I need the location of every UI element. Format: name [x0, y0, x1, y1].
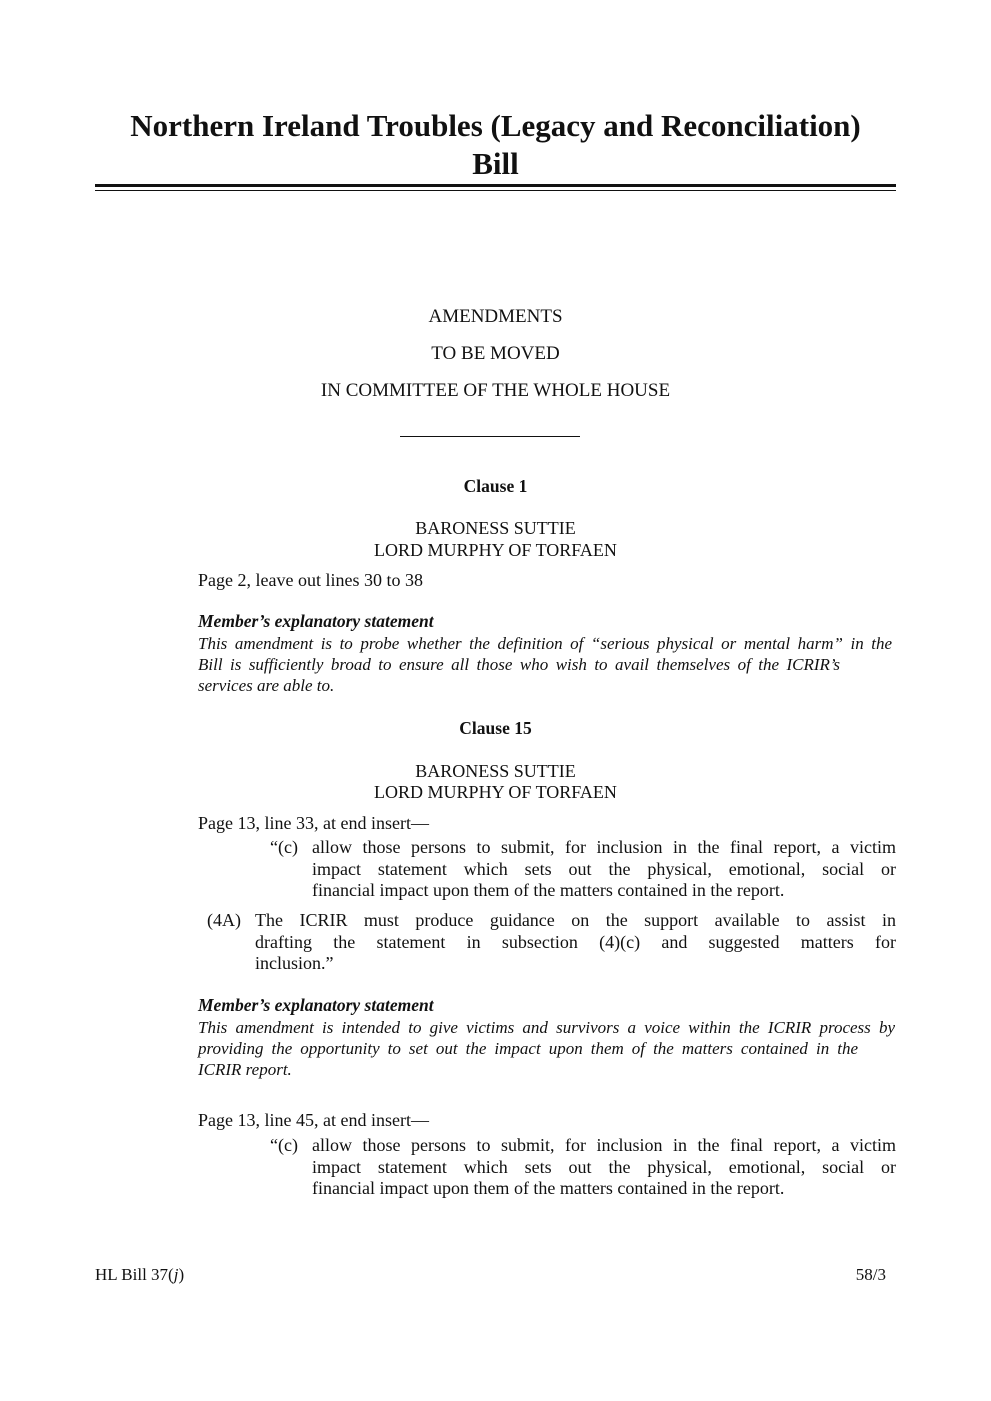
explanatory-statement-line: This amendment is intended to give victims and survivors a voice within the ICRIR process by — [198, 1018, 895, 1037]
heading-amendments: AMENDMENTS — [428, 306, 563, 327]
amendment-instruction: Page 2, leave out lines 30 to 38 — [198, 570, 423, 590]
amendment-instruction: Page 13, line 45, at end insert— — [198, 1110, 429, 1130]
amendment-instruction: Page 13, line 33, at end insert— — [198, 813, 429, 833]
clause-1-title: Clause 1 — [463, 476, 528, 496]
heading-to-be-moved: TO BE MOVED — [431, 343, 560, 364]
page-reference: 58/3 — [855, 1265, 886, 1284]
clause-15-title: Clause 15 — [459, 718, 532, 738]
bill-number-suffix: ) — [178, 1265, 185, 1284]
subsection-line: inclusion.” — [255, 953, 334, 973]
title-line-2: Bill — [472, 146, 519, 181]
bill-number — [95, 1264, 184, 1286]
member-name: BARONESS SUTTIE — [415, 761, 576, 781]
section-divider — [400, 436, 580, 437]
explanatory-statement-line: This amendment is to probe whether the definition of “serious physical or mental harm” in the — [198, 634, 892, 653]
paragraph-line: impact statement which sets out the physical, emotional, social or — [312, 1157, 896, 1177]
paragraph-label: “(c) — [270, 1135, 298, 1155]
member-name: LORD MURPHY OF TORFAEN — [374, 782, 617, 802]
title-line-1: Northern Ireland Troubles (Legacy and Reconciliation) — [130, 108, 861, 143]
subsection-label: (4A) — [207, 910, 241, 930]
paragraph-label: “(c) — [270, 837, 298, 857]
subsection-line: The ICRIR must produce guidance on the support available to assist in — [255, 910, 896, 930]
subsection-line: drafting the statement in subsection (4)(c) and suggested matters for — [255, 932, 896, 952]
explanatory-statement-heading: Member’s explanatory statement — [198, 611, 434, 631]
explanatory-statement-heading: Member’s explanatory statement — [198, 995, 434, 1015]
member-name: BARONESS SUTTIE — [415, 518, 576, 538]
paragraph-line: impact statement which sets out the physical, emotional, social or — [312, 859, 896, 879]
paragraph-line: financial impact upon them of the matters contained in the report. — [312, 1178, 785, 1198]
member-name: LORD MURPHY OF TORFAEN — [374, 540, 617, 560]
paragraph-line: financial impact upon them of the matters contained in the report. — [312, 880, 785, 900]
paragraph-line: allow those persons to submit, for inclusion in the final report, a victim — [312, 837, 896, 857]
bill-number-letter: j — [173, 1265, 179, 1284]
heading-committee: IN COMMITTEE OF THE WHOLE HOUSE — [320, 380, 671, 401]
title-rule-thin — [95, 190, 896, 191]
explanatory-statement-line: ICRIR report. — [198, 1060, 292, 1079]
title-rule-thick — [95, 184, 896, 187]
explanatory-statement-line: Bill is sufficiently broad to ensure all those who wish to avail themselves of the ICRIR’s — [198, 655, 840, 674]
bill-number-prefix: HL Bill 37( — [95, 1265, 174, 1284]
explanatory-statement-line: providing the opportunity to set out the impact upon them of the matters contained in the — [198, 1039, 858, 1058]
explanatory-statement-line: services are able to. — [198, 676, 335, 695]
paragraph-line: allow those persons to submit, for inclusion in the final report, a victim — [312, 1135, 896, 1155]
